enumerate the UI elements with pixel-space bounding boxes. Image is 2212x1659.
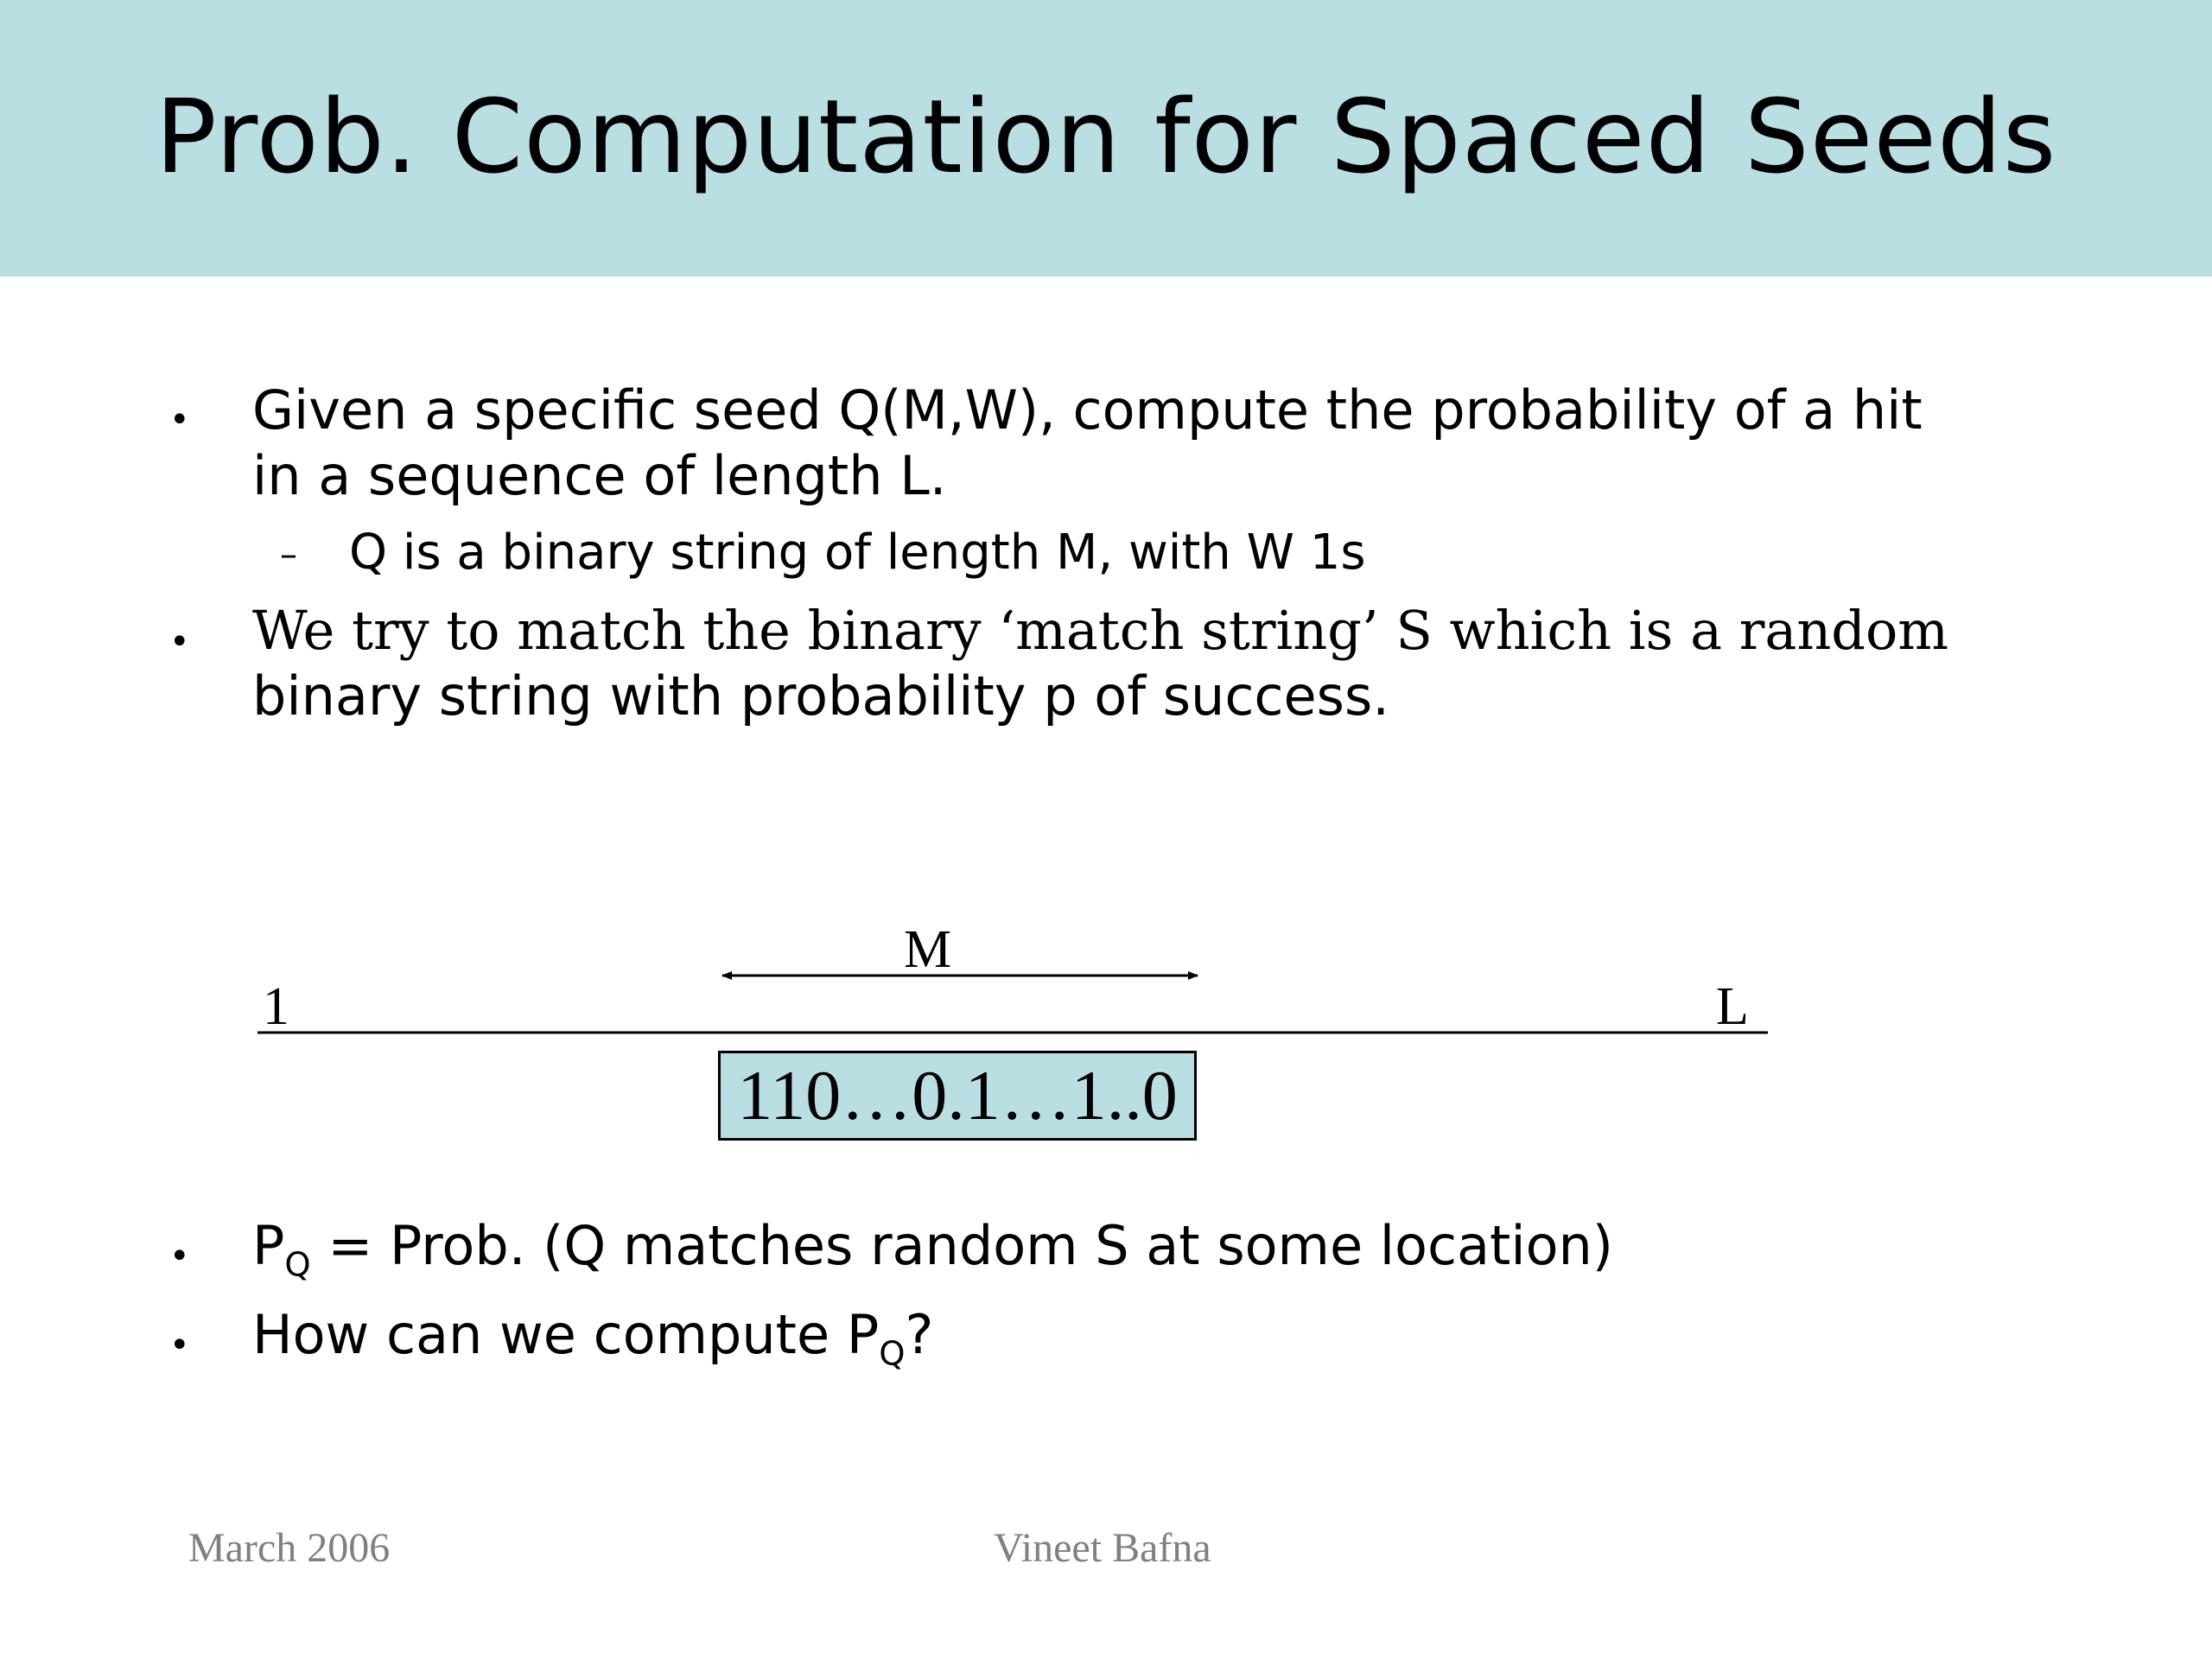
footer-date: March 2006 [188, 1525, 391, 1571]
bullet-dot-icon: • [169, 1325, 190, 1365]
bullet-3-suffix: = Prob. (Q matches random S at some location) [310, 1214, 1613, 1277]
bullet-dot-icon: • [169, 622, 190, 662]
bullet-4 [252, 1302, 934, 1374]
bullet-3-subscript: Q [284, 1245, 311, 1285]
sub-bullet-dash-icon: – [280, 535, 297, 575]
footer-author: Vineet Bafna [994, 1525, 1211, 1571]
bullet-1-line-1: Given a specific seed Q(M,W), compute the probability of a hit [252, 378, 1923, 442]
span-label: M [904, 920, 952, 979]
bullet-1-line-2: in a sequence of length L. [252, 444, 947, 507]
bullet-3-prefix: P [252, 1214, 285, 1277]
seed-string-box: 110…0.1…1..0 [718, 1051, 1197, 1141]
slide-title: Prob. Computation for Spaced Seeds [155, 77, 2057, 196]
sequence-end-label: L [1716, 977, 1749, 1036]
bullet-4-suffix: ? [905, 1303, 934, 1366]
sub-bullet-1: Q is a binary string of length M, with W 1s [349, 524, 1366, 581]
sequence-start-label: 1 [263, 977, 289, 1036]
bullet-4-prefix: How can we compute P [252, 1303, 880, 1366]
bullet-3 [252, 1213, 1613, 1285]
bullet-4-subscript: Q [879, 1334, 906, 1374]
bullet-2-line-1: We try to match the binary ‘match string’ S which is a random [252, 599, 1949, 662]
bullet-2-line-2: binary string with probability p of success. [252, 664, 1389, 728]
bullet-dot-icon: • [169, 400, 190, 440]
bullet-dot-icon: • [169, 1236, 190, 1276]
